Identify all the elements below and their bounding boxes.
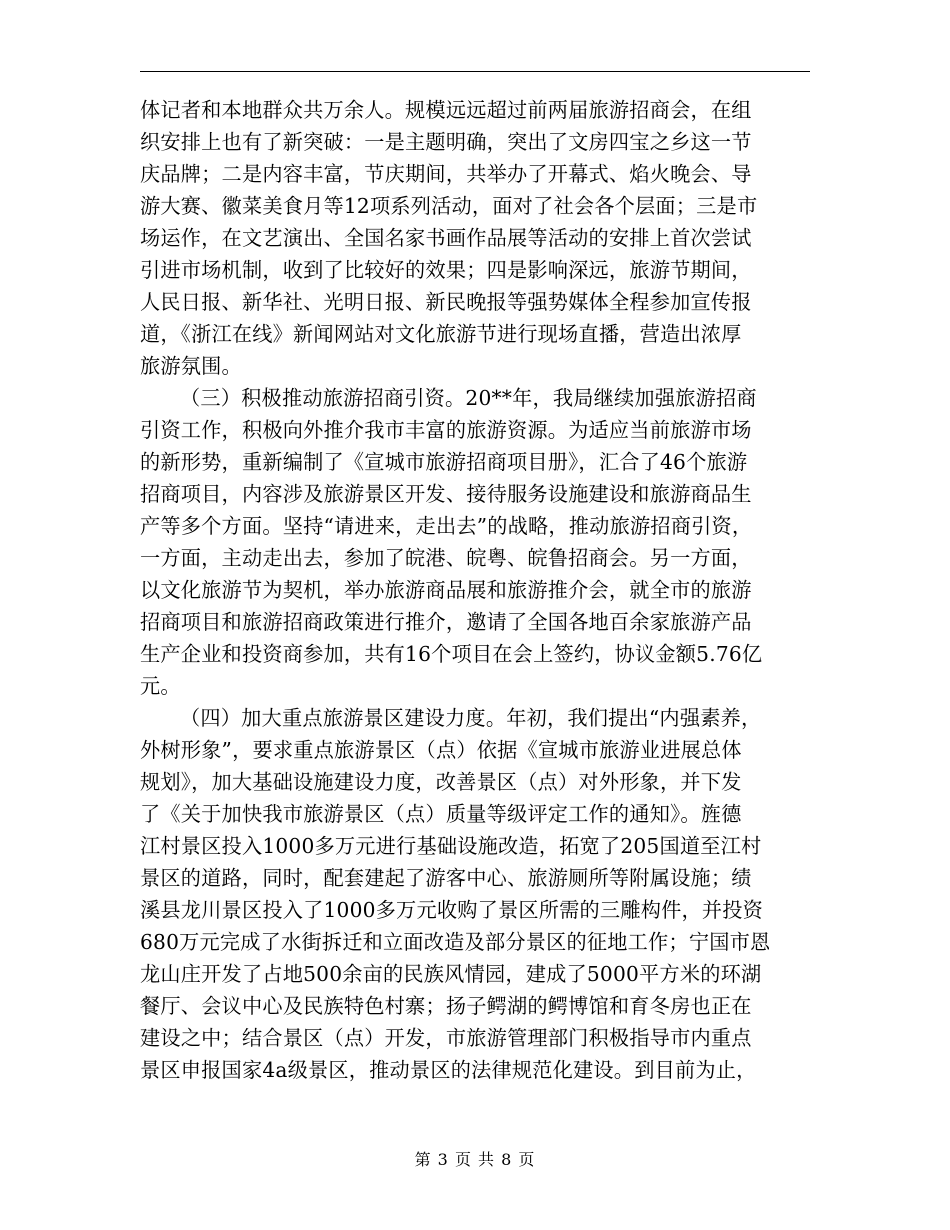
text-line: 引进市场机制，收到了比较好的效果；四是影响深远，旅游节期间， bbox=[140, 258, 752, 282]
page-number-footer: 第 3 页 共 8 页 bbox=[414, 1150, 536, 1169]
text-line: 招商项目，内容涉及旅游景区开发、接待服务设施建设和旅游商品生 bbox=[140, 482, 752, 506]
text-line: 龙山庄开发了占地500余亩的民族风情园，建成了5000平方米的环湖 bbox=[140, 962, 762, 986]
text-line: 引资工作，积极向外推介我市丰富的旅游资源。为适应当前旅游市场 bbox=[140, 418, 752, 442]
text-line: 织安排上也有了新突破：一是主题明确，突出了文房四宝之乡这一节 bbox=[140, 130, 752, 154]
text-line: 庆品牌；二是内容丰富，节庆期间，共举办了开幕式、焰火晚会、导 bbox=[140, 162, 752, 186]
text-line: 680万元完成了水街拆迁和立面改造及部分景区的征地工作；宁国市恩 bbox=[140, 930, 771, 954]
text-line: 外树形象”，要求重点旅游景区（点）依据《宣城市旅游业进展总体 bbox=[140, 738, 742, 762]
text-line: 规划》，加大基础设施建设力度，改善景区（点）对外形象，并下发 bbox=[140, 770, 742, 794]
text-line: 餐厅、会议中心及民族特色村寨；扬子鳄湖的鳄博馆和育冬房也正在 bbox=[140, 994, 752, 1018]
text-line: 的新形势，重新编制了《宣城市旅游招商项目册》，汇合了46个旅游 bbox=[140, 450, 748, 474]
text-line: 以文化旅游节为契机，举办旅游商品展和旅游推介会，就全市的旅游 bbox=[140, 578, 752, 602]
text-line: 旅游氛围。 bbox=[140, 354, 242, 378]
text-line: 生产企业和投资商参加，共有16个项目在会上签约，协议金额5.76亿 bbox=[140, 642, 763, 666]
text-line: 产等多个方面。坚持“请进来，走出去”的战略，推动旅游招商引资， bbox=[140, 514, 753, 538]
body-text bbox=[140, 94, 816, 1086]
text-line: 游大赛、徽菜美食月等12项系列活动，面对了社会各个层面；三是市 bbox=[140, 194, 758, 218]
paragraph-start-line: （四）加大重点旅游景区建设力度。年初，我们提出“内强素养， bbox=[180, 706, 762, 730]
text-line: 一方面，主动走出去，参加了皖港、皖粤、皖鲁招商会。另一方面， bbox=[140, 546, 752, 570]
text-line: 人民日报、新华社、光明日报、新民晚报等强势媒体全程参加宣传报 bbox=[140, 290, 752, 314]
text-line: 元。 bbox=[140, 674, 181, 698]
text-line: 江村景区投入1000多万元进行基础设施改造，拓宽了205国道至江村 bbox=[140, 834, 762, 858]
text-line: 景区申报国家4a级景区，推动景区的法律规范化建设。到目前为止， bbox=[140, 1058, 757, 1082]
header-rule bbox=[140, 71, 810, 72]
text-line: 招商项目和旅游招商政策进行推介，邀请了全国各地百余家旅游产品 bbox=[140, 610, 752, 634]
paragraph-start-line: （三）积极推动旅游招商引资。20**年，我局继续加强旅游招商 bbox=[180, 386, 757, 410]
text-line: 场运作，在文艺演出、全国名家书画作品展等活动的安排上首次尝试 bbox=[140, 226, 752, 250]
text-line: 溪县龙川景区投入了1000多万元收购了景区所需的三雕构件，并投资 bbox=[140, 898, 764, 922]
text-line: 体记者和本地群众共万余人。规模远远超过前两届旅游招商会，在组 bbox=[140, 98, 752, 122]
text-line: 了《关于加快我市旅游景区（点）质量等级评定工作的通知》。旌德 bbox=[140, 802, 742, 826]
text-line: 道，《浙江在线》新闻网站对文化旅游节进行现场直播，营造出浓厚 bbox=[140, 322, 742, 346]
text-line: 景区的道路，同时，配套建起了游客中心、旅游厕所等附属设施；绩 bbox=[140, 866, 752, 890]
text-line: 建设之中；结合景区（点）开发，市旅游管理部门积极指导市内重点 bbox=[140, 1026, 752, 1050]
